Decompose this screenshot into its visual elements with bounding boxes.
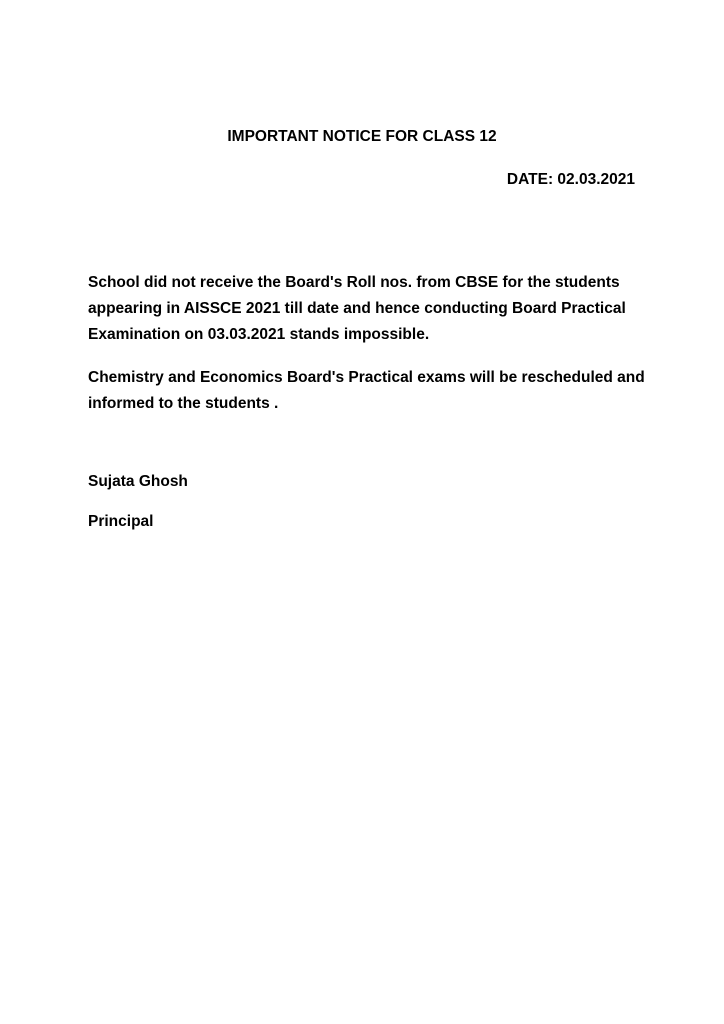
notice-title: IMPORTANT NOTICE FOR CLASS 12 [227, 128, 497, 145]
notice-date: DATE: 02.03.2021 [506, 171, 635, 188]
signatory-designation: Principal [88, 513, 154, 530]
notice-paragraph-roll-numbers: School did not receive the Board's Roll nos. from CBSE for the students appearing in AISSCE 2021 till date and hence conducting Board Practical Examination on 03.03.2021 stands impossible. [88, 274, 626, 343]
notice-paragraph-reschedule: Chemistry and Economics Board's Practical exams will be rescheduled and informed to the students . [88, 369, 645, 412]
signatory-name: Sujata Ghosh [88, 473, 188, 490]
